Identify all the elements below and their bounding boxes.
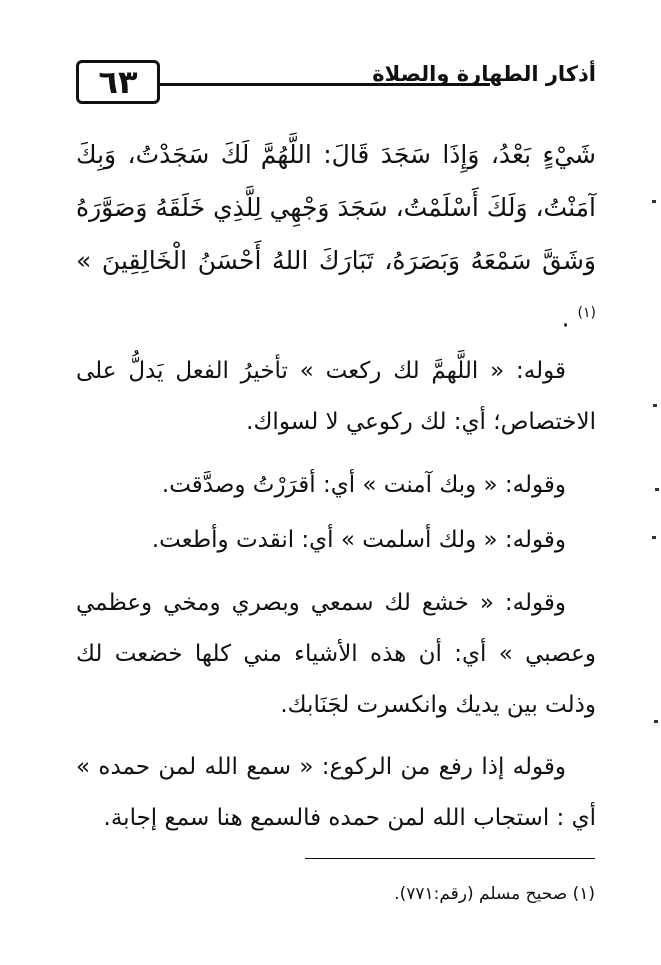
hadith-body: شَيْءٍ بَعْدُ، وَإِذَا سَجَدَ قَالَ: اللَّهُمَّ لَكَ سَجَدْتُ، وَبِكَ آمَنْتُ، وَلَكَ أَسْلَمْتُ، سَجَدَ وَجْهِي لِلَّذِي خَلَقَهُ وَصَوَّرَهُ وَشَقَّ سَمْعَهُ وَبَصَرَهُ، تَبَارَكَ اللهُ أَحْسَنُ الْخَالِقِينَ » [76,140,596,275]
paragraph-text: قوله: « اللَّهمَّ لك ركعت » تأخيرُ الفعل يَدلُّ على الاختصاص؛ أي: لك ركوعي لا لسواك. [76,358,596,435]
page-number: ٦٣ [76,60,160,104]
footnote-rule [305,858,595,859]
footnote-reference: (١) [577,305,596,321]
scan-mark [653,404,657,407]
paragraph-text: وقوله: « وبك آمنت » أي: أقرَرْتُ وصدَّقت. [161,472,566,498]
scan-mark [652,536,656,539]
hadith-end: . [561,303,570,333]
paragraph [76,515,596,566]
paragraph [76,742,596,844]
scan-mark [655,488,659,491]
paragraph [76,578,596,731]
page-header [76,56,596,112]
scan-mark [652,200,656,203]
paragraph [76,460,596,511]
paragraph-text: وقوله: « خشع لك سمعي وبصري ومخي وعظمي وعصبي » أي: أن هذه الأشياء مني كلها خضعت لك وذلت بين يديك وانكسرت لجَنَابك. [76,590,596,718]
paragraph-text: وقوله: « ولك أسلمت » أي: انقدت وأطعت. [151,527,566,553]
paragraph [76,346,596,448]
hadith-text [76,128,596,344]
footnote: (١) صحيح مسلم (رقم:٧٧١). [394,884,595,904]
paragraph-text: وقوله إذا رفع من الركوع: « سمع الله لمن حمده » أي : استجاب الله لمن حمده فالسمع هنا سمع إجابة. [76,754,596,831]
scan-mark [654,720,658,723]
chapter-title: أذكار الطهارة والصلاة [372,62,596,86]
